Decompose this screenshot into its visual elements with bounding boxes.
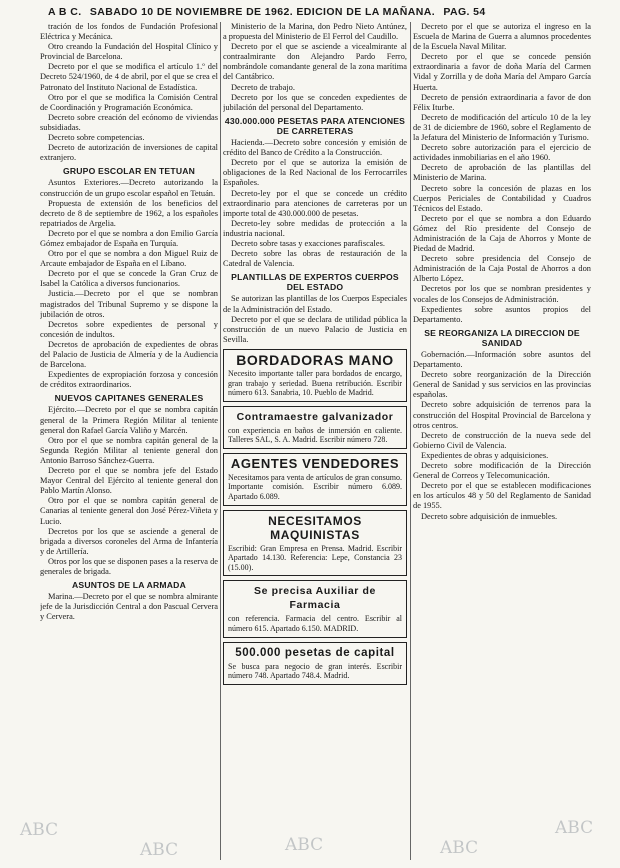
paragraph: Decreto por el que se autoriza la emisión de obligaciones de la Red Nacional de los Ferrocarriles Españoles. (223, 158, 407, 188)
paragraph: Decreto de modificación del artículo 10 de la ley de 31 de diciembre de 1960, sobre el Reglamento de la Jefatura del Ministerio de Información y Turismo. (413, 112, 591, 143)
paragraph: Decreto de aprobación de las plantillas del Ministerio de Marina. (413, 163, 591, 183)
column-left (40, 22, 218, 862)
ad-title: 500.000 pesetas de capital (235, 646, 395, 659)
paragraph: Decreto por el que se asciende a vicealmirante al contraalmirante don Alejandro Pardo Ferro, nombrándole comandante general de la zona marítima del Cantábrico. (223, 42, 407, 82)
paragraph: Otro por el que se modifica la Comisión Central de Coordinación y Programación Económica. (40, 92, 218, 112)
paragraph: Decreto de pensión extraordinaria a favor de don Félix Iturbe. (413, 92, 591, 112)
paragraph: Decreto por el que se nombra a don Emilio García Gómez embajador de España en Turquía. (40, 228, 218, 248)
page-number: PAG. 54 (443, 6, 486, 18)
paragraph: Decreto sobre la concesión de plazas en los Cuerpos Periciales de Contabilidad y Cuadros Técnicos del Estado. (413, 183, 591, 213)
paragraph: Otros por los que se disponen pases a la reserva de generales de brigada. (40, 556, 218, 576)
section-heading: SE REORGANIZA LA DIRECCION DE SANIDAD (424, 327, 580, 348)
paragraph: Otro por el que se nombra a don Miguel Ruiz de Arcaute embajador de España en el Líbano. (40, 249, 218, 269)
classified-ad (223, 406, 407, 449)
paragraph: Decreto por el que se nombra a don Eduardo Gómez del Río presidente del Consejo de Administración de la Caja de Ahorros y Monte de Piedad de Madrid. (413, 213, 591, 254)
section-heading: ASUNTOS DE LA ARMADA (72, 580, 186, 591)
paragraph: Gobernación.—Información sobre asuntos del Departamento. (413, 350, 591, 370)
paragraph: Decreto sobre modificación de la Dirección General de Correos y Telecomunicación. (413, 461, 591, 481)
paragraph: Decreto-ley sobre medidas de protección a la industria nacional. (223, 218, 407, 238)
paragraph: Justicia.—Decreto por el que se nombran magistrados del Tribunal Supremo y se dispone la jubilación de otros. (40, 289, 218, 319)
classified-ad (223, 453, 407, 506)
paragraph: Decreto por el que se declara de utilidad pública la construcción de un nuevo Palacio de Justicia en Sevilla. (223, 314, 407, 344)
paragraph: Decreto por los que se conceden expedientes de jubilación del personal del Departamento. (223, 92, 407, 112)
paragraph: Propuesta de extensión de los beneficios del decreto de 8 de septiembre de 1962, a los españoles repatriados de Argelia. (40, 198, 218, 228)
column-divider (220, 22, 221, 860)
paragraph: Otro por el que se nombra capitán general de la Segunda Región Militar al teniente general don Antonio Barroso Sánchez-Guerra. (40, 435, 218, 465)
paragraph: Decretos sobre expedientes de personal y concesión de indultos. (40, 319, 218, 339)
paragraph: Expedientes sobre asuntos propios del Departamento. (413, 304, 591, 324)
classified-ad (223, 642, 407, 685)
paragraph: Decreto sobre las obras de restauración de la Catedral de Valencia. (223, 249, 407, 269)
watermark: ABC (555, 818, 594, 838)
paragraph: Decreto de trabajo. (231, 82, 295, 92)
paragraph: Decreto sobre adquisición de inmuebles. (421, 511, 558, 521)
paragraph: Decreto sobre reorganización de la Dirección General de Sanidad y sus servicios en las provincias españolas. (413, 370, 591, 400)
ad-title: AGENTES VENDEDORES (230, 455, 400, 471)
paragraph: Expedientes de obras y adquisiciones. (421, 450, 549, 460)
ad-text: Necesito importante taller para bordados de encargo, gran trabajo y seriedad. Buena retribución. Escribir número 613. Sanabria, 10. Pueblo de Madrid. (228, 368, 402, 398)
newspaper-name: A B C. (48, 6, 82, 18)
paragraph: Asuntos Exteriores.—Decreto autorizando la construcción de un grupo escolar español en Tetuán. (40, 178, 218, 198)
ad-title: Se precisa Auxiliar de Farmacia (254, 585, 376, 612)
paragraph: Decreto sobre creación del ecónomo de viviendas subsidiadas. (40, 112, 218, 132)
watermark: ABC (440, 838, 479, 858)
paragraph: Ministerio de la Marina, don Pedro Nieto Antúnez, a propuesta del Ministerio de El Ferrol del Caudillo. (223, 22, 407, 42)
ad-text: Necesitamos para venta de artículos de gran consumo. Importante comisión. Escribir número 6.089. Apartado 6.089. (228, 472, 402, 502)
ad-text: Se busca para negocio de gran interés. Escribir número 748. Apartado 748.4. Madrid. (228, 661, 402, 681)
paragraph: Decreto sobre autorización para el ejercicio de actividades inmobiliarias en el año 1960. (413, 143, 591, 163)
watermark: ABC (20, 820, 59, 840)
edition-date: SABADO 10 DE NOVIEMBRE DE 1962. EDICION DE LA MAÑANA. (89, 6, 436, 18)
ad-title: BORDADORAS MANO (236, 351, 394, 368)
column-middle (223, 22, 407, 862)
paragraph: Decreto por el que se concede la Gran Cruz de Isabel la Católica a diversos funcionarios. (40, 269, 218, 289)
paragraph: tración de los fondos de Fundación Profesional Eléctrica y Mecánica. (40, 22, 218, 42)
ad-title: NECESITAMOS MAQUINISTAS (268, 513, 362, 542)
ad-text: Escribid: Gran Empresa en Prensa. Madrid. Escribir Apartado 14.130. Referencia: Lepe, Constancia 23 (15.00). (228, 543, 402, 572)
paragraph: Marina.—Decreto por el que se nombra almirante jefe de la Jurisdicción Central a don Pascual Cervera y Cervera. (40, 592, 218, 622)
paragraph: Decreto por el que se nombra jefe del Estado Mayor Central del Ejército al teniente general don Pablo Martín Alonso. (40, 466, 218, 496)
paragraph: Decreto sobre adquisición de terrenos para la construcción del Hospital Provincial de Barcelona y otros centros. (413, 400, 591, 430)
watermark: ABC (285, 835, 324, 855)
paragraph: Decreto sobre tasas y exacciones parafiscales. (231, 238, 385, 248)
paragraph: Expedientes de expropiación forzosa y concesión de créditos extraordinarios. (40, 370, 218, 390)
paragraph: Decreto sobre competencias. (48, 133, 145, 143)
paragraph: Decretos por los que se asciende a general de brigada a diversos coroneles del Arma de Infantería y de Artillería. (40, 526, 218, 556)
page-header (48, 6, 588, 20)
paragraph: Decreto por el que se establecen modificaciones en los artículos 48 y 50 del Reglamento de Sanidad de 1955. (413, 481, 591, 511)
paragraph: Otro creando la Fundación del Hospital Clínico y Provincial de Barcelona. (40, 42, 218, 62)
column-right (413, 22, 594, 862)
classified-ad (223, 510, 407, 577)
ad-text: con referencia. Farmacia del centro. Escribir al número 615. Apartado 6.150. MADRID. (228, 614, 402, 634)
paragraph: Decreto sobre presidencia del Consejo de Administración de la Caja Postal de Ahorros a don Alberto López. (413, 254, 591, 284)
paragraph: Decreto por el que se modifica el artículo 1.º del Decreto 524/1960, de 4 de abril, por el que se crea el Patronato del Instituto Nacional de Estadística. (40, 62, 218, 92)
paragraph: Ejército.—Decreto por el que se nombra capitán general de la Primera Región Militar al teniente general don Rafael García Valiño y Marcén. (40, 405, 218, 435)
section-heading: NUEVOS CAPITANES GENERALES (54, 393, 204, 404)
paragraph: Se autorizan las plantillas de los Cuerpos Especiales de la Administración del Estado. (223, 294, 407, 314)
section-heading: GRUPO ESCOLAR EN TETUAN (62, 166, 196, 177)
classified-ad (223, 349, 407, 402)
paragraph: Decreto por el que se concede pensión extraordinaria a favor de doña María del Carmen Vidal y Zorrilla y de doña María del Amparo García Huerta. (413, 52, 591, 92)
paragraph: Decreto de construcción de la nueva sede del Gobierno Civil de Valencia. (413, 430, 591, 450)
classified-ad (223, 580, 407, 637)
paragraph: Otro por el que se nombra capitán general de Canarias al teniente general don José Pérez-Viñeta y Lucio. (40, 496, 218, 526)
column-divider (410, 22, 411, 860)
watermark: ABC (140, 840, 179, 860)
section-heading: 430.000.000 PESETAS PARA ATENCIONES DE CARRETERAS (224, 115, 406, 136)
paragraph: Decreto de autorización de inversiones de capital extranjero. (40, 143, 218, 163)
paragraph: Decreto por el que se autoriza el ingreso en la Escuela de Marina de Guerra a alumnos procedentes de la Escuela Naval Militar. (413, 22, 591, 52)
ad-title: Contramaestre galvanizador (236, 410, 394, 423)
paragraph: Decreto-ley por el que se concede un crédito extraordinario para atenciones de carreteras por un importe total de 430.000.000 de pesetas. (223, 188, 407, 218)
paragraph: Decretos de aprobación de expedientes de obras del Palacio de Justicia de Almería y de la Audiencia de Barcelona. (40, 339, 218, 370)
ad-text: con experiencia en baños de inmersión en caliente. Talleres SAL, S. A. Madrid. Escribir número 728. (228, 425, 402, 445)
paragraph: Hacienda.—Decreto sobre concesión y emisión de crédito del Banco de Crédito a la Construcción. (223, 138, 407, 158)
section-heading: PLANTILLAS DE EXPERTOS CUERPOS DEL ESTADO (231, 272, 399, 293)
paragraph: Decretos por los que se nombran presidentes y vocales de los Consejos de Administración. (413, 284, 591, 304)
